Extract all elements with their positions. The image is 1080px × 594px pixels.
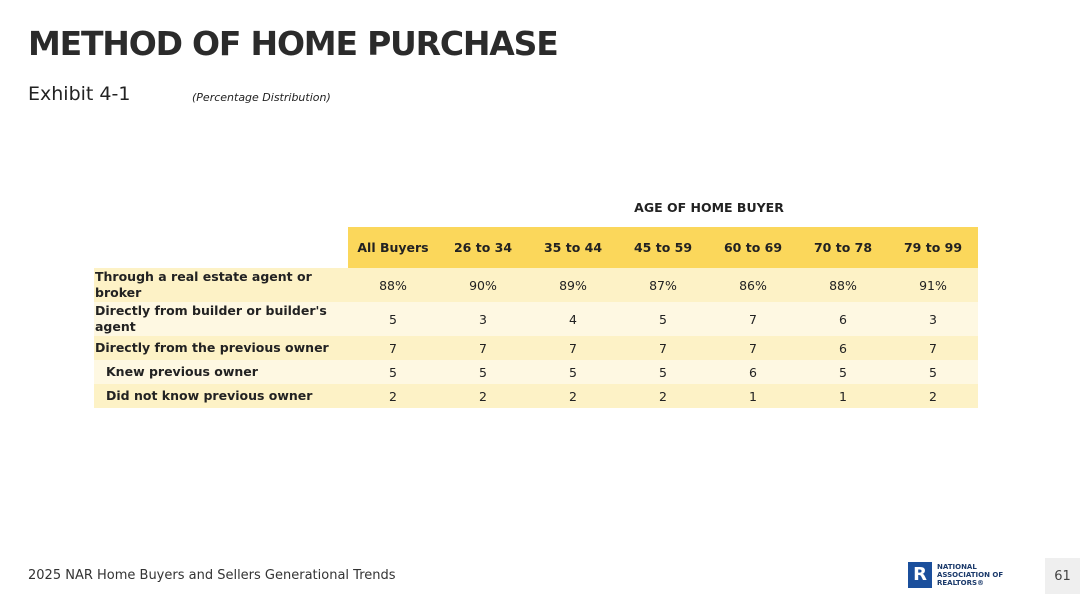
table-cell: 90%: [438, 268, 528, 302]
header-blank-cell: [94, 227, 348, 268]
logo-line: ASSOCIATION OF: [937, 571, 1004, 579]
column-header: 79 to 99: [888, 227, 978, 268]
table-cell: 7: [888, 336, 978, 360]
table-cell: 7: [708, 302, 798, 336]
table-cell: 5: [618, 302, 708, 336]
table-cell: 4: [528, 302, 618, 336]
row-label: Directly from builder or builder's agent: [94, 302, 348, 336]
table-cell: 7: [708, 336, 798, 360]
logo-letter: R: [913, 564, 927, 585]
table-cell: 5: [618, 360, 708, 384]
table-cell: 7: [618, 336, 708, 360]
table-cell: 91%: [888, 268, 978, 302]
table-cell: 5: [888, 360, 978, 384]
table-cell: 5: [798, 360, 888, 384]
row-label: Did not know previous owner: [94, 384, 348, 408]
table-cell: 7: [438, 336, 528, 360]
table-cell: 2: [528, 384, 618, 408]
footer-source: 2025 NAR Home Buyers and Sellers Generational Trends: [28, 568, 396, 583]
table-cell: 89%: [528, 268, 618, 302]
realtor-r-icon: [908, 562, 932, 588]
table-cell: 5: [348, 302, 438, 336]
page-number: 61: [1045, 558, 1080, 594]
column-header: 70 to 78: [798, 227, 888, 268]
table-row: [94, 268, 978, 302]
table-cell: 1: [708, 384, 798, 408]
table-cell: 2: [438, 384, 528, 408]
table-cell: 88%: [348, 268, 438, 302]
table-cell: 7: [528, 336, 618, 360]
table-cell: 87%: [618, 268, 708, 302]
table-cell: 7: [348, 336, 438, 360]
table-row: [94, 336, 978, 360]
table-cell: 5: [528, 360, 618, 384]
table-cell: 2: [618, 384, 708, 408]
row-label: Through a real estate agent or broker: [94, 268, 348, 302]
row-label: Knew previous owner: [94, 360, 348, 384]
table-cell: 5: [348, 360, 438, 384]
logo-line: NATIONAL: [937, 563, 977, 571]
header-row: [94, 227, 978, 268]
page-title: METHOD OF HOME PURCHASE: [28, 24, 558, 63]
table-cell: 86%: [708, 268, 798, 302]
table-cell: 6: [798, 302, 888, 336]
table-cell: 2: [888, 384, 978, 408]
exhibit-label: Exhibit 4-1: [28, 83, 131, 105]
table-row: [94, 360, 978, 384]
table-cell: 2: [348, 384, 438, 408]
column-header: 60 to 69: [708, 227, 798, 268]
table-cell: 1: [798, 384, 888, 408]
table-row: [94, 302, 978, 336]
row-label: Directly from the previous owner: [94, 336, 348, 360]
table-cell: 6: [798, 336, 888, 360]
table-row: [94, 384, 978, 408]
column-header: All Buyers: [348, 227, 438, 268]
logo-line: REALTORS®: [937, 579, 985, 587]
nar-logo: [908, 562, 1003, 588]
table-cell: 6: [708, 360, 798, 384]
age-group-header: AGE OF HOME BUYER: [634, 200, 784, 215]
column-header: 35 to 44: [528, 227, 618, 268]
logo-wordmark: [937, 563, 1003, 587]
table-cell: 3: [888, 302, 978, 336]
table-cell: 3: [438, 302, 528, 336]
table-cell: 88%: [798, 268, 888, 302]
column-header: 45 to 59: [618, 227, 708, 268]
purchase-method-table: [94, 227, 978, 408]
distribution-note: (Percentage Distribution): [192, 91, 331, 104]
column-header: 26 to 34: [438, 227, 528, 268]
table-cell: 5: [438, 360, 528, 384]
